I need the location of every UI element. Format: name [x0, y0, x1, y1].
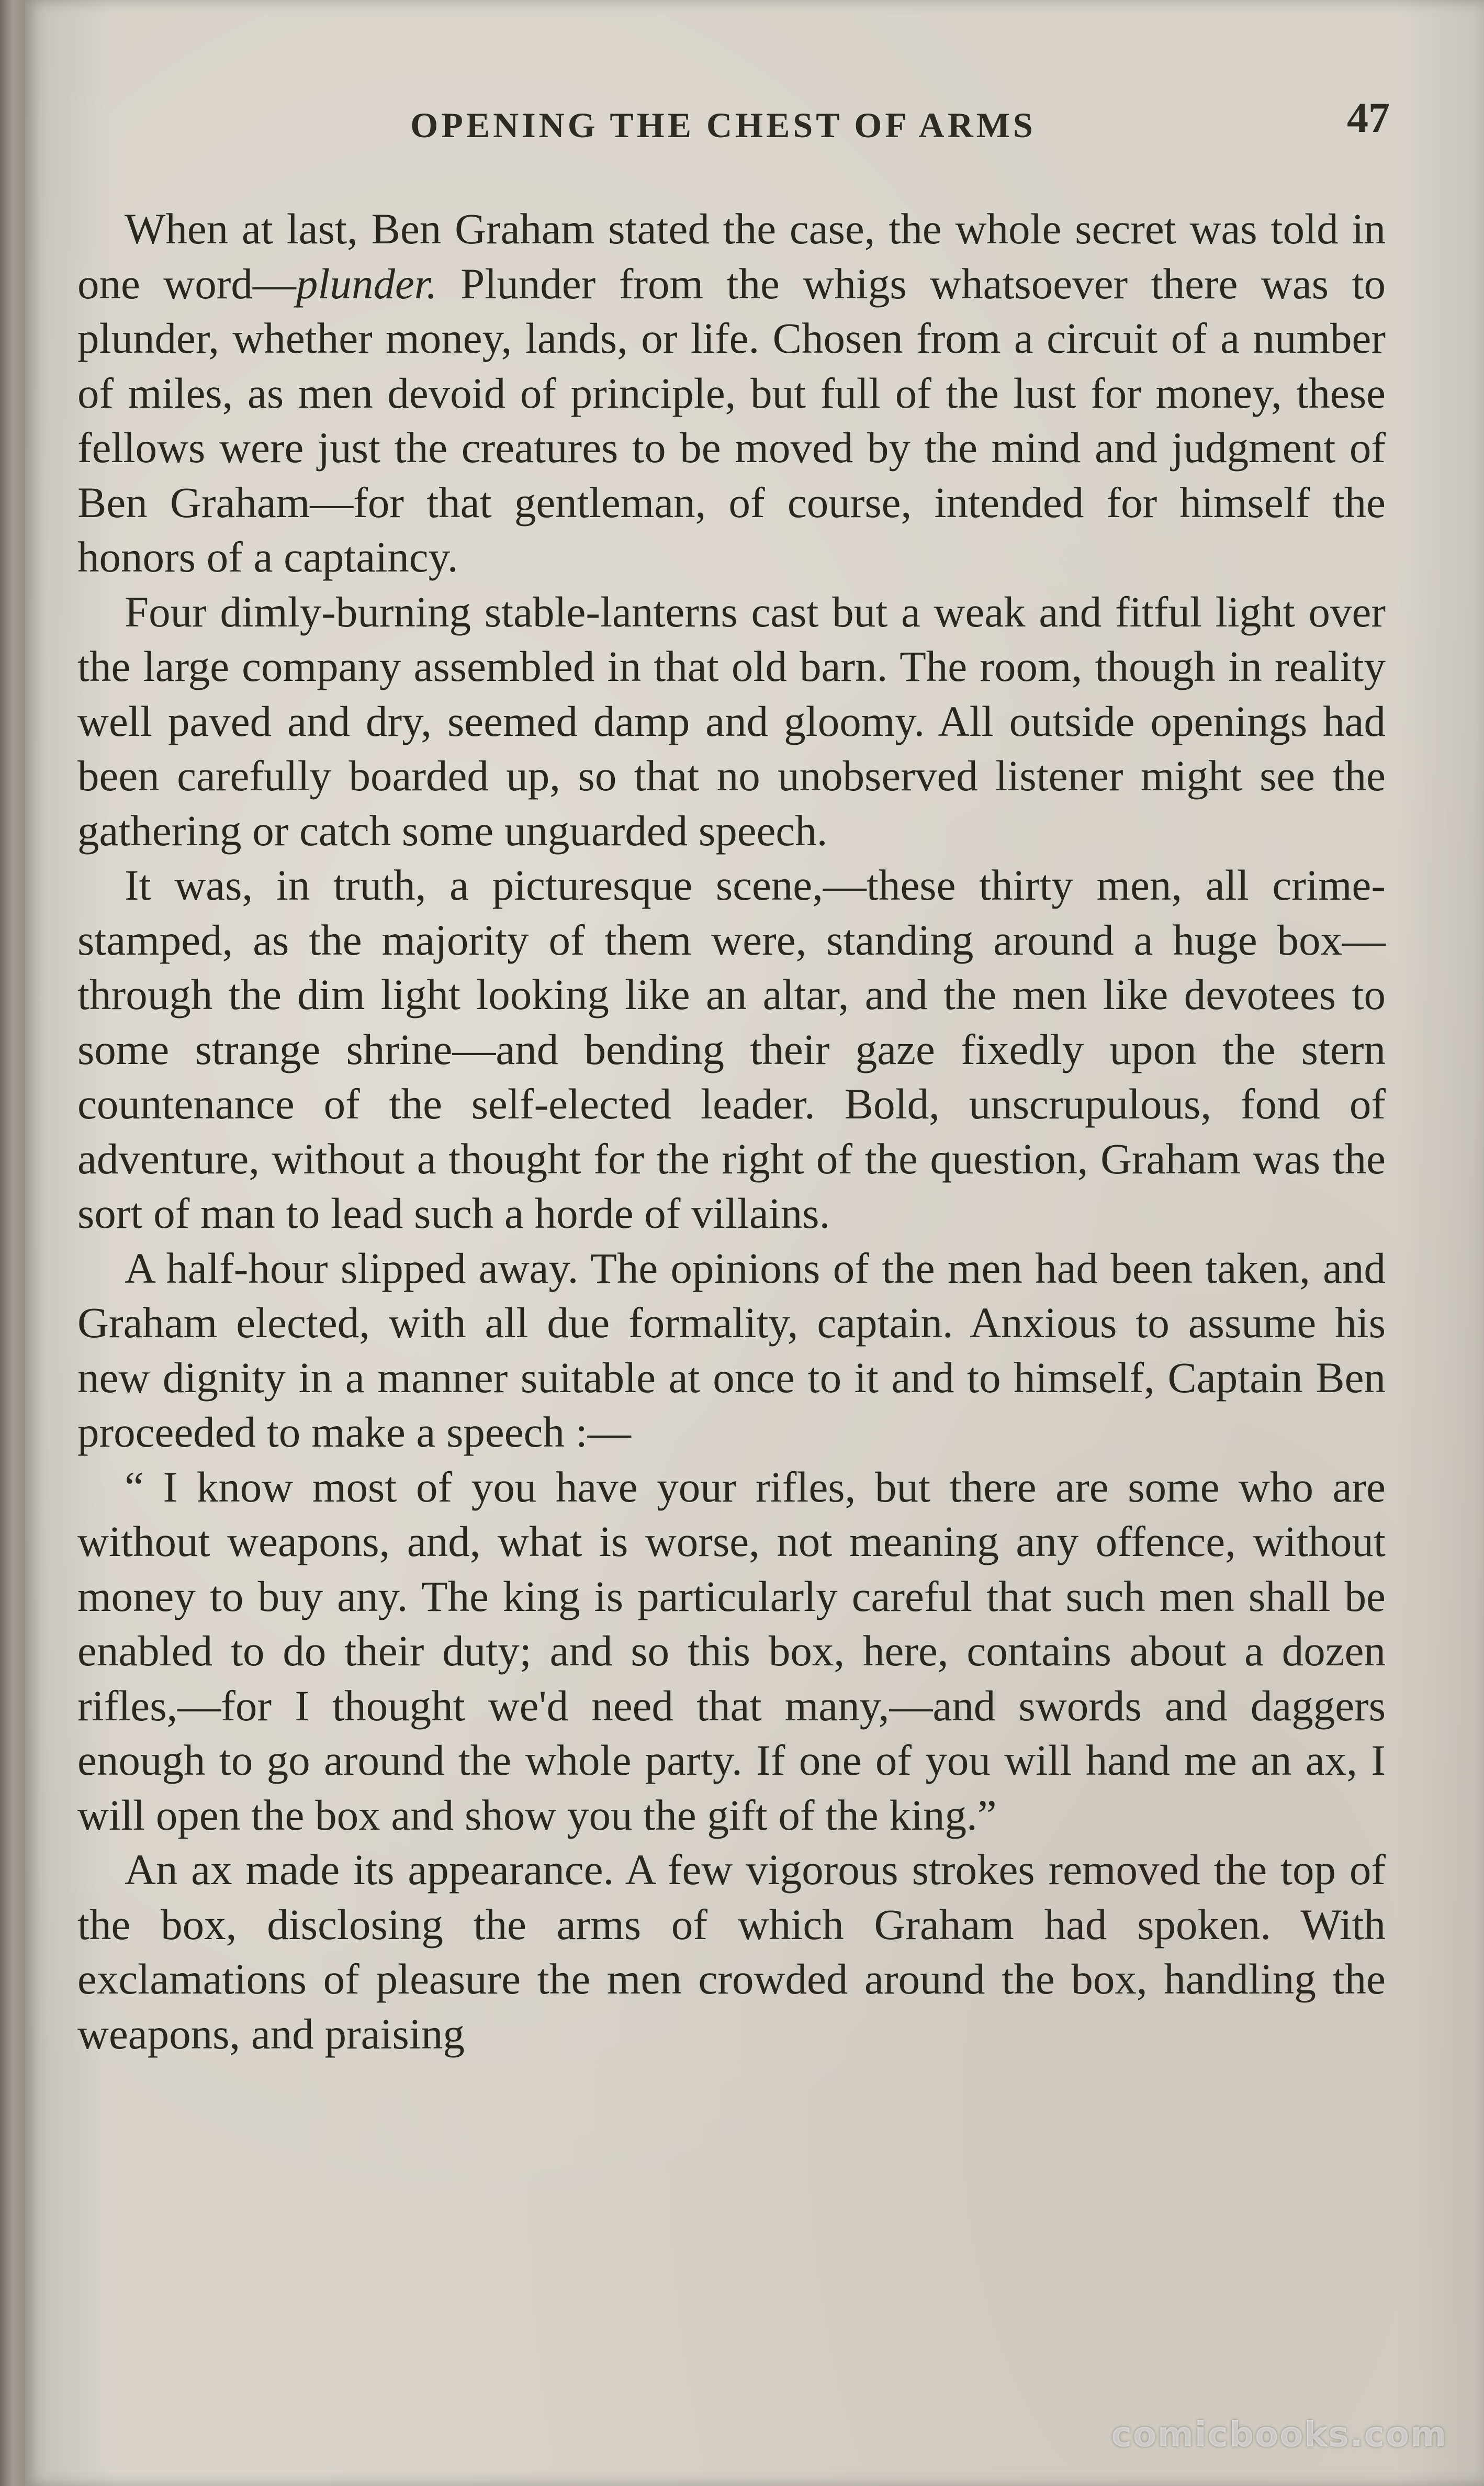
book-page	[25, 0, 1484, 2486]
paragraph-1-emphasis: plunder.	[296, 259, 437, 308]
paragraph-6: An ax made its appearance. A few vigorous strokes removed the top of the box, disclosing the arms of which Graham had spoken. With exclamations of pleasure the men crowded around the box, handling the weapons, and praising	[77, 1845, 1386, 2058]
paragraph-1-continuation: Plunder from the whigs whatsoever there was to plunder, whether money, lands, or life. Chosen from a circuit of a number of miles, as men devoid of principle, but full of the lust for money, these fellows were just the creatures to be moved by the mind and judgment of Ben Graham—for that gentleman, of course, intended for himself the honors of a captaincy.	[77, 259, 1386, 581]
paragraph-3: It was, in truth, a picturesque scene,—these thirty men, all crime-stamped, as the majority of them were, standing around a huge box—through the dim light looking like an altar, and the men like devotees to some strange shrine—and bending their gaze fixedly upon the stern countenance of the self-elected leader. Bold, unscrupulous, fond of adventure, without a thought for the right of the question, Graham was the sort of man to lead such a horde of villains.	[77, 861, 1386, 1237]
paragraph-4: A half-hour slipped away. The opinions of the men had been taken, and Graham elected, with all due formality, captain. Anxious to assume his new dignity in a manner suitable at once to it and to himself, Captain Ben proceeded to make a speech :—	[77, 1244, 1386, 1456]
watermark: comicbooks.com	[1111, 2414, 1447, 2455]
paragraph-2: Four dimly-burning stable-lanterns cast but a weak and fitful light over the large company assembled in that old barn. The room, though in reality well paved and dry, seemed damp and gloomy. All outside openings had been carefully boarded up, so that no unobserved listener might see the gathering or catch some unguarded speech.	[77, 587, 1386, 855]
body-text	[77, 201, 1386, 2061]
paragraph-5: “ I know most of you have your rifles, but there are some who are without weapons, and, what is worse, not meaning any offence, without money to buy any. The king is particularly careful that such men shall be enabled to do their duty; and so this box, here, contains about a dozen rifles,—for I thought we'd need that many,—and swords and daggers enough to go around the whole party. If one of you will hand me an ax, I will open the box and show you the gift of the king.”	[77, 1462, 1386, 1839]
running-head: OPENING THE CHEST OF ARMS	[410, 105, 1036, 145]
paragraph-1	[77, 201, 1386, 585]
page-number: 47	[1347, 94, 1390, 141]
paragraph-1-text: When at last, Ben Graham stated the case, the whole secret was told in one word—	[77, 205, 1386, 308]
page-header	[77, 89, 1390, 147]
